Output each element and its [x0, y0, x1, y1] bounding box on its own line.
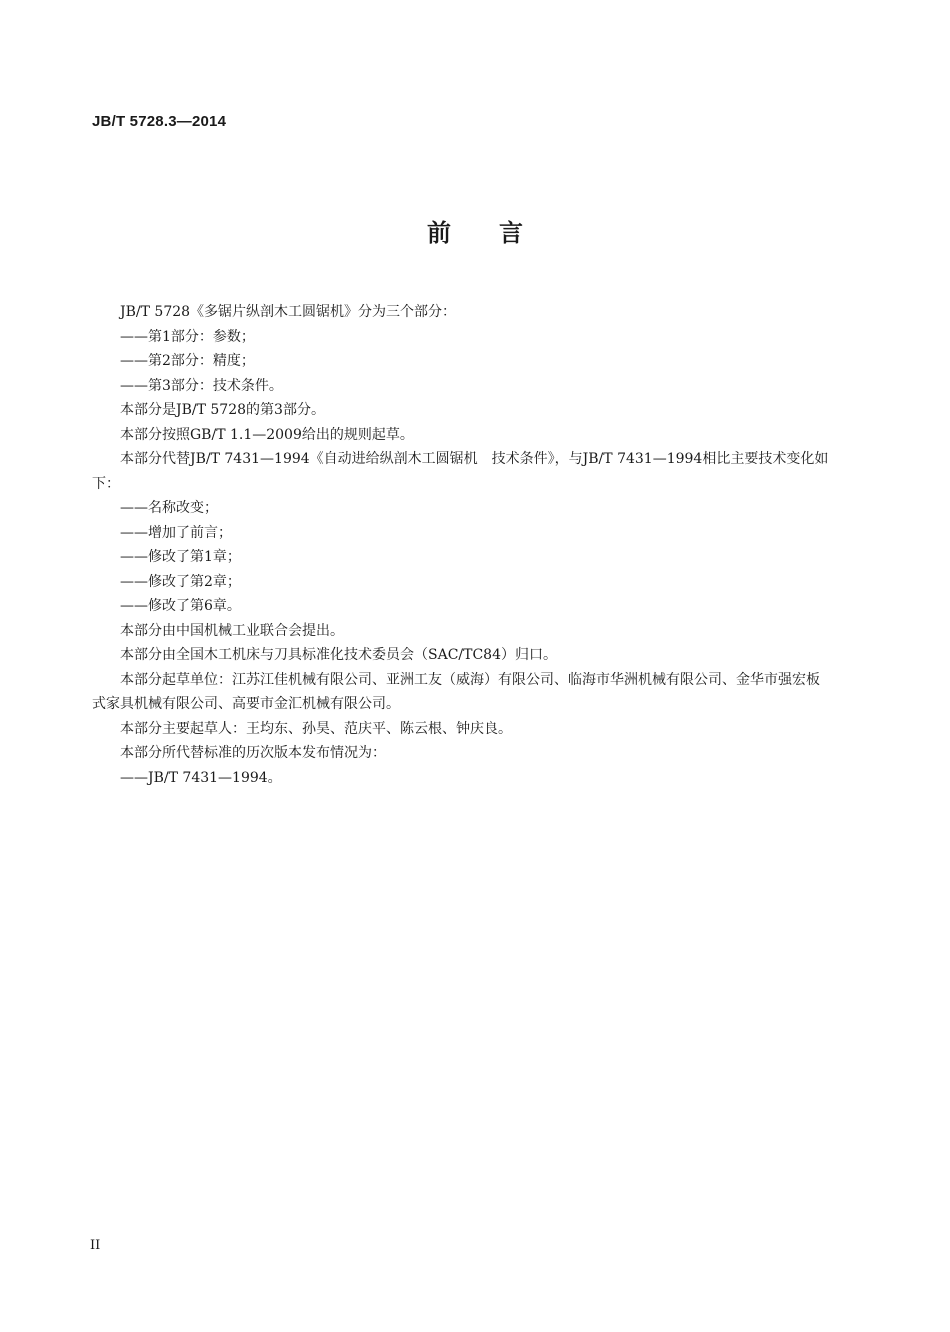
paragraph: JB/T 5728《多锯片纵剖木工圆锯机》分为三个部分： [120, 304, 457, 320]
paragraph: 本部分由全国木工机床与刀具标准化技术委员会（SAC/TC84）归口。 [120, 647, 557, 663]
paragraph: 本部分由中国机械工业联合会提出。 [120, 622, 344, 639]
list-item: ——第1部分：参数； [120, 328, 255, 345]
title-char-2: 言 [499, 219, 523, 247]
list-item: ——名称改变； [120, 500, 218, 516]
list-item: ——JB/T 7431—1994。 [120, 769, 282, 786]
list-item: ——修改了第6章。 [120, 598, 241, 614]
paragraph: 本部分是JB/T 5728的第3部分。 [120, 402, 325, 418]
list-item: ——第3部分：技术条件。 [120, 377, 283, 394]
paragraph: 本部分起草单位：江苏江佳机械有限公司、亚洲工友（威海）有限公司、临海市华洲机械有限公司、金华市强宏板式家具机械有限公司、高要市金汇机械有限公司。 [92, 671, 820, 712]
list-item: ——修改了第1章； [120, 549, 241, 565]
paragraph: 本部分代替JB/T 7431—1994《自动进给纵剖木工圆锯机 技术条件》，与JB/T 7431—1994相比主要技术变化如下： [92, 451, 829, 492]
list-item: ——修改了第2章； [120, 573, 241, 590]
list-item: ——增加了前言； [120, 524, 232, 541]
list-item: ——第2部分：精度； [120, 353, 255, 369]
paragraph: 本部分主要起草人：王均东、孙昊、范庆平、陈云根、钟庆良。 [120, 720, 512, 737]
foreword-body [92, 300, 832, 790]
paragraph: 本部分按照GB/T 1.1—2009给出的规则起草。 [120, 426, 414, 443]
paragraph: 本部分所代替标准的历次版本发布情况为： [120, 745, 386, 761]
document-code: JB/T 5728.3—2014 [92, 113, 227, 130]
page-title [0, 213, 950, 253]
title-char-1: 前 [427, 219, 451, 247]
page-number: II [90, 1238, 101, 1253]
